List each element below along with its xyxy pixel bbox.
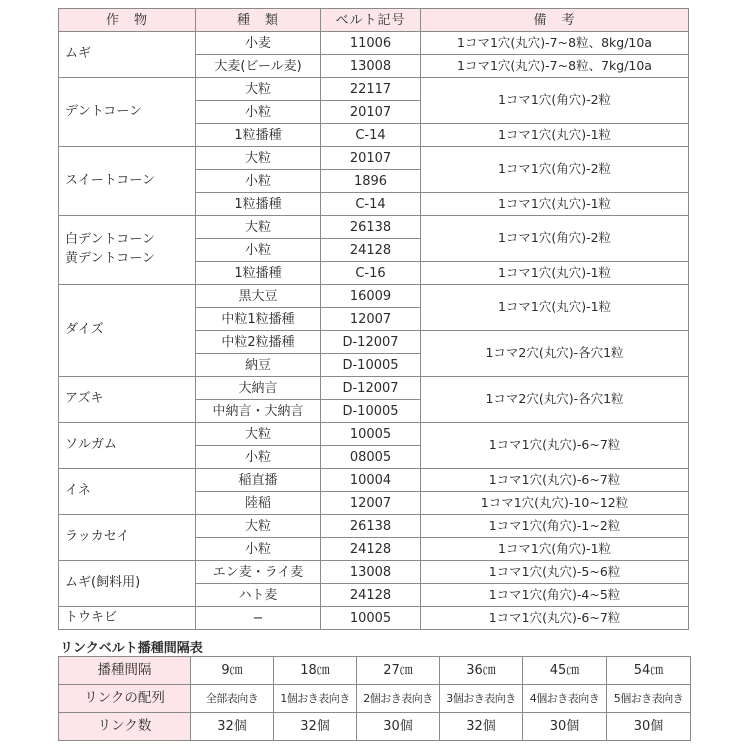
interval-table-title: リンクベルト播種間隔表 (60, 641, 203, 656)
belt-code: 10005 (321, 607, 421, 630)
variety-type: 中粒1粒播種 (196, 308, 321, 331)
interval-cell: 9㎝ (191, 657, 274, 685)
crop-name: トウキビ (59, 607, 196, 630)
table-row (59, 423, 689, 446)
belt-code: 20107 (321, 101, 421, 124)
note: 1コマ1穴(丸穴)-6~7粒 (421, 607, 689, 630)
interval-row-label: リンクの配列 (59, 685, 191, 713)
interval-row (59, 657, 691, 685)
table-row (59, 607, 689, 630)
variety-type: 大麦(ビール麦) (196, 55, 321, 78)
belt-code: C-14 (321, 124, 421, 147)
variety-type: エン麦・ライ麦 (196, 561, 321, 584)
note: 1コマ1穴(角穴)-2粒 (421, 147, 689, 193)
table-row (59, 377, 689, 400)
variety-type: 小粒 (196, 446, 321, 469)
variety-type: 納豆 (196, 354, 321, 377)
note: 1コマ1穴(丸穴)-7~8粒、7kg/10a (421, 55, 689, 78)
variety-type: 小粒 (196, 170, 321, 193)
header-belt-code: ベルト記号 (321, 9, 421, 32)
seeding-belt-table (58, 8, 689, 630)
belt-code: D-10005 (321, 354, 421, 377)
interval-cell: 5個おき表向き (607, 685, 691, 713)
crop-name: スイートコーン (59, 147, 196, 216)
crop-name: イネ (59, 469, 196, 515)
interval-cell: 18㎝ (274, 657, 357, 685)
belt-code: 08005 (321, 446, 421, 469)
note: 1コマ1穴(丸穴)-6~7粒 (421, 423, 689, 469)
table-row (59, 32, 689, 55)
header-crop: 作 物 (59, 9, 196, 32)
crop-name: アズキ (59, 377, 196, 423)
variety-type: 1粒播種 (196, 124, 321, 147)
table-row (59, 147, 689, 170)
note: 1コマ1穴(丸穴)-10~12粒 (421, 492, 689, 515)
crop-name: ムギ (59, 32, 196, 78)
variety-type: 中粒2粒播種 (196, 331, 321, 354)
belt-code: 10004 (321, 469, 421, 492)
belt-code: 12007 (321, 492, 421, 515)
note: 1コマ1穴(丸穴)-1粒 (421, 285, 689, 331)
belt-code: 12007 (321, 308, 421, 331)
belt-code: C-16 (321, 262, 421, 285)
crop-name: デントコーン (59, 78, 196, 147)
table-row (59, 216, 689, 239)
belt-code: 1896 (321, 170, 421, 193)
interval-cell: 3個おき表向き (440, 685, 523, 713)
belt-code: D-12007 (321, 377, 421, 400)
interval-cell: 1個おき表向き (274, 685, 357, 713)
interval-cell: 32個 (440, 713, 523, 741)
variety-type: 1粒播種 (196, 193, 321, 216)
variety-type: 大粒 (196, 423, 321, 446)
note: 1コマ1穴(角穴)-2粒 (421, 216, 689, 262)
belt-code: 24128 (321, 584, 421, 607)
note: 1コマ1穴(角穴)-1~2粒 (421, 515, 689, 538)
belt-code: 13008 (321, 561, 421, 584)
interval-cell: 30個 (607, 713, 691, 741)
note: 1コマ1穴(丸穴)-1粒 (421, 193, 689, 216)
table-row (59, 561, 689, 584)
crop-name: ソルガム (59, 423, 196, 469)
note: 1コマ1穴(角穴)-2粒 (421, 78, 689, 124)
belt-code: D-10005 (321, 400, 421, 423)
interval-cell: 32個 (274, 713, 357, 741)
interval-row-label: 播種間隔 (59, 657, 191, 685)
variety-type: 小麦 (196, 32, 321, 55)
variety-type: 稲直播 (196, 469, 321, 492)
interval-cell: 54㎝ (607, 657, 691, 685)
crop-name: ダイズ (59, 285, 196, 377)
variety-type: 陸稲 (196, 492, 321, 515)
variety-type: 小粒 (196, 538, 321, 561)
interval-cell: 27㎝ (357, 657, 440, 685)
crop-name: ムギ(飼料用) (59, 561, 196, 607)
variety-type: 黒大豆 (196, 285, 321, 308)
table-row (59, 515, 689, 538)
note: 1コマ1穴(丸穴)-6~7粒 (421, 469, 689, 492)
belt-code: 16009 (321, 285, 421, 308)
belt-code: 24128 (321, 239, 421, 262)
interval-row (59, 713, 691, 741)
table-row (59, 285, 689, 308)
table-row (59, 78, 689, 101)
belt-code: D-12007 (321, 331, 421, 354)
variety-type: 中納言・大納言 (196, 400, 321, 423)
variety-type: ハト麦 (196, 584, 321, 607)
belt-code: C-14 (321, 193, 421, 216)
interval-cell: 全部表向き (191, 685, 274, 713)
belt-code: 26138 (321, 515, 421, 538)
variety-type: 1粒播種 (196, 262, 321, 285)
belt-code: 10005 (321, 423, 421, 446)
belt-code: 20107 (321, 147, 421, 170)
header-type: 種 類 (196, 9, 321, 32)
note: 1コマ1穴(角穴)-4~5粒 (421, 584, 689, 607)
table-row (59, 469, 689, 492)
note: 1コマ2穴(丸穴)-各穴1粒 (421, 377, 689, 423)
interval-cell: 32個 (191, 713, 274, 741)
interval-cell: 30個 (523, 713, 607, 741)
variety-type: 大納言 (196, 377, 321, 400)
interval-cell: 36㎝ (440, 657, 523, 685)
interval-row-label: リンク数 (59, 713, 191, 741)
variety-type: 大粒 (196, 515, 321, 538)
interval-cell: 30個 (357, 713, 440, 741)
belt-code: 26138 (321, 216, 421, 239)
interval-table-body (59, 657, 691, 741)
note: 1コマ1穴(角穴)-1粒 (421, 538, 689, 561)
link-belt-interval-table (58, 656, 691, 741)
variety-type: − (196, 607, 321, 630)
note: 1コマ1穴(丸穴)-1粒 (421, 124, 689, 147)
interval-cell: 4個おき表向き (523, 685, 607, 713)
belt-code: 24128 (321, 538, 421, 561)
interval-row (59, 685, 691, 713)
variety-type: 小粒 (196, 239, 321, 262)
belt-code: 13008 (321, 55, 421, 78)
note: 1コマ1穴(丸穴)-5~6粒 (421, 561, 689, 584)
note: 1コマ1穴(丸穴)-7~8粒、8kg/10a (421, 32, 689, 55)
variety-type: 小粒 (196, 101, 321, 124)
belt-code: 22117 (321, 78, 421, 101)
belt-code: 11006 (321, 32, 421, 55)
variety-type: 大粒 (196, 147, 321, 170)
note: 1コマ2穴(丸穴)-各穴1粒 (421, 331, 689, 377)
main-table-body (59, 32, 689, 630)
interval-cell: 45㎝ (523, 657, 607, 685)
crop-name: 白デントコーン 黄デントコーン (59, 216, 196, 285)
crop-name: ラッカセイ (59, 515, 196, 561)
interval-cell: 2個おき表向き (357, 685, 440, 713)
variety-type: 大粒 (196, 216, 321, 239)
main-table-header-row (59, 9, 689, 32)
variety-type: 大粒 (196, 78, 321, 101)
note: 1コマ1穴(丸穴)-1粒 (421, 262, 689, 285)
header-notes: 備 考 (421, 9, 689, 32)
